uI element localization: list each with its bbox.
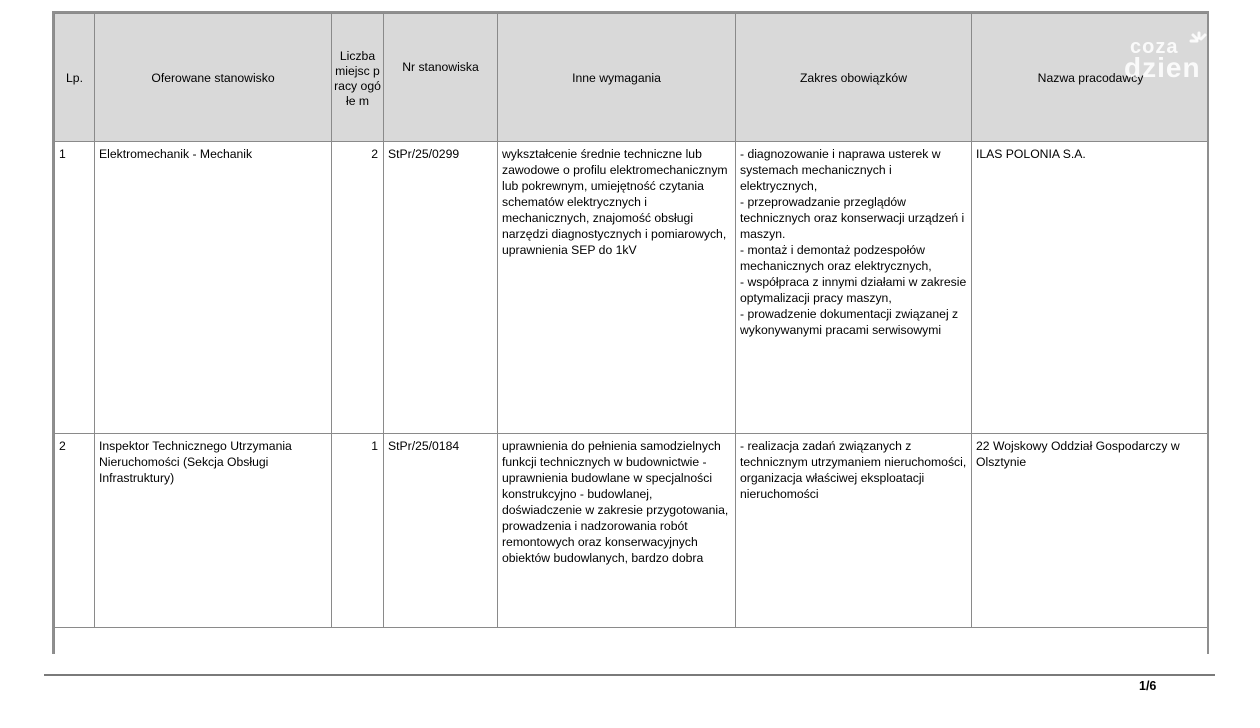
cell-count: 1 — [332, 434, 384, 628]
duty-line: - przeprowadzanie przeglądów technicznych oraz konserwacji urządzeń i maszyn. — [740, 195, 965, 241]
cell-employer: ILAS POLONIA S.A. — [972, 142, 1210, 434]
job-offers-table — [54, 13, 1209, 654]
cell-lp: 2 — [55, 434, 95, 628]
header-position: Oferowane stanowisko — [95, 14, 332, 142]
header-duties: Zakres obowiązków — [736, 14, 972, 142]
cell-duties — [736, 142, 972, 434]
cell-requirements: uprawnienia do pełnienia samodzielnych funkcji technicznych w budownictwie - uprawnienia budowlane w specjalności konstrukcyjno - budowlanej, doświadczenie w zakresie przygotowania, prowadzenia i nadzorowania robót remontowych oraz konserwacyjnych obiektów budowlanych, bardzo dobra — [498, 434, 736, 628]
header-requirements: Inne wymagania — [498, 14, 736, 142]
header-employer-label: Nazwa pracodawcy — [1037, 71, 1144, 85]
header-count: Liczba miejsc pracy ogółe m — [332, 14, 384, 142]
duty-line: - realizacja zadań związanych z technicznym utrzymaniem nieruchomości, organizacja właściwej eksploatacji nieruchomości — [740, 439, 967, 501]
page-number: 1/6 — [1139, 679, 1157, 693]
header-employer — [972, 14, 1210, 142]
watermark-line-1: coza — [1130, 36, 1179, 58]
header-lp: Lp. — [55, 14, 95, 142]
table-row — [55, 434, 1210, 628]
cell-count: 2 — [332, 142, 384, 434]
table-row — [55, 142, 1210, 434]
footer-divider — [44, 674, 1215, 676]
duty-line: - montaż i demontaż podzespołów mechanicznych oraz elektrycznych, — [740, 243, 932, 273]
cell-number: StPr/25/0184 — [384, 434, 498, 628]
empty-row-cell — [55, 628, 1210, 655]
table-row-empty — [55, 628, 1210, 655]
duty-line: - diagnozowanie i naprawa usterek w systemach mechanicznych i elektrycznych, — [740, 147, 941, 193]
cell-position: Elektromechanik - Mechanik — [95, 142, 332, 434]
cell-lp: 1 — [55, 142, 95, 434]
duty-line: - prowadzenie dokumentacji związanej z wykonywanymi pracami serwisowymi — [740, 307, 959, 337]
cell-number: StPr/25/0299 — [384, 142, 498, 434]
offers-table-frame — [52, 11, 1209, 654]
header-number: Nr stanowiska — [384, 14, 498, 142]
table-header-row — [55, 14, 1210, 142]
cell-requirements: wykształcenie średnie techniczne lub zawodowe o profilu elektromechanicznym lub pokrewnym, umiejętność czytania schematów elektrycznych i mechanicznych, znajomość obsługi narzędzi diagnostycznych i pomiarowych, uprawnienia SEP do 1kV — [498, 142, 736, 434]
cell-position: Inspektor Technicznego Utrzymania Nieruchomości (Sekcja Obsługi Infrastruktury) — [95, 434, 332, 628]
watermark-line-2: dzien — [1124, 52, 1201, 83]
cell-duties — [736, 434, 972, 628]
cell-employer: 22 Wojskowy Oddział Gospodarczy w Olsztynie — [972, 434, 1210, 628]
duty-line: - współpraca z innymi działami w zakresie optymalizacji pracy maszyn, — [740, 275, 967, 305]
